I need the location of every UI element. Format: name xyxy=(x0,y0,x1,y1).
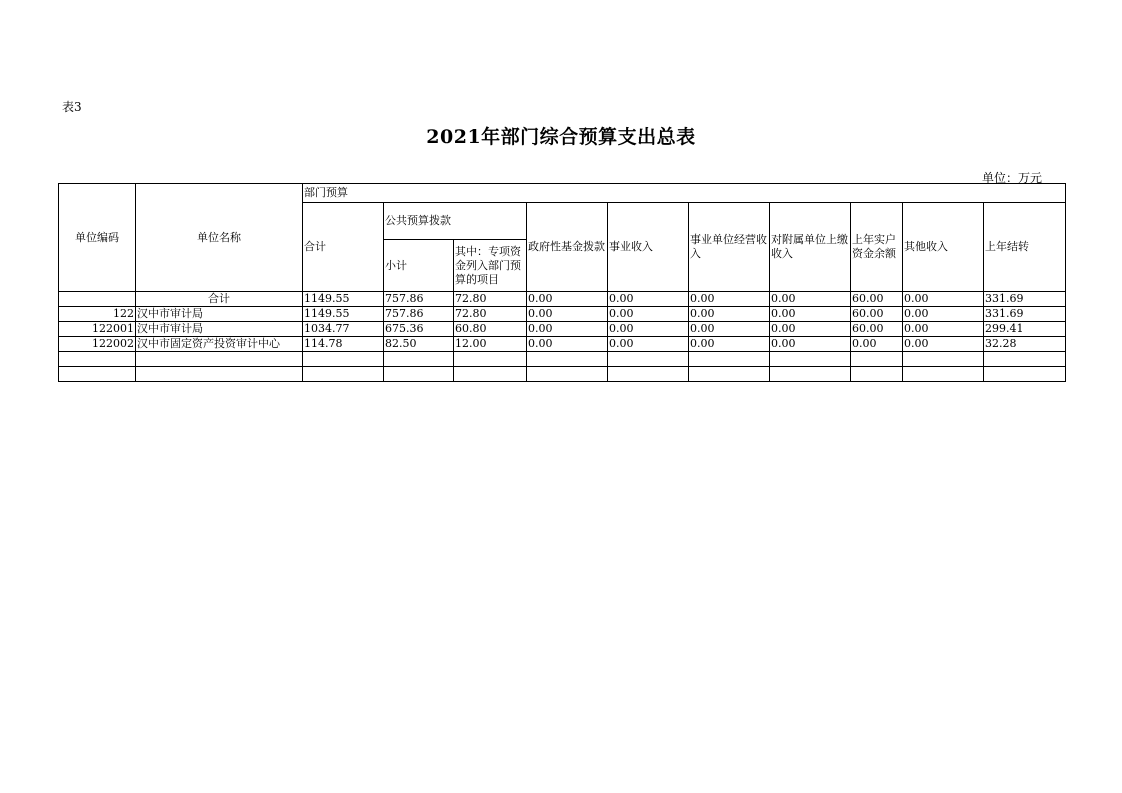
table-row xyxy=(59,307,1066,322)
header-gov-fund: 政府性基金拨款 xyxy=(527,203,608,292)
table-number: 表3 xyxy=(62,100,82,114)
header-unit-code: 单位编码 xyxy=(59,184,136,292)
table-row-total xyxy=(59,292,1066,307)
cell-business-income: 0.00 xyxy=(608,322,689,337)
cell-affiliated: 0.00 xyxy=(770,292,851,307)
cell-name: 汉中市审计局 xyxy=(136,322,303,337)
budget-table xyxy=(58,183,1066,382)
table-row-empty xyxy=(59,352,1066,367)
cell-total: 1149.55 xyxy=(303,307,384,322)
header-dept-budget: 部门预算 xyxy=(303,184,1066,203)
cell-code: 122001 xyxy=(59,322,136,337)
cell-business-income: 0.00 xyxy=(608,307,689,322)
cell-name: 汉中市固定资产投资审计中心 xyxy=(136,337,303,352)
header-business-operating: 事业单位经营收入 xyxy=(689,203,770,292)
cell-special: 72.80 xyxy=(454,292,527,307)
header-affiliated: 对附属单位上缴收入 xyxy=(770,203,851,292)
header-special-items: 其中：专项资金列入部门预算的项目 xyxy=(454,240,527,292)
cell-total: 114.78 xyxy=(303,337,384,352)
cell-other: 0.00 xyxy=(903,307,984,322)
cell-special: 72.80 xyxy=(454,307,527,322)
cell-code: 122002 xyxy=(59,337,136,352)
table-row xyxy=(59,322,1066,337)
header-prev-year-funds: 上年实户资金余额 xyxy=(851,203,903,292)
cell-business-operating: 0.00 xyxy=(689,307,770,322)
header-subtotal: 小计 xyxy=(384,240,454,292)
cell-total: 1149.55 xyxy=(303,292,384,307)
cell-name: 合计 xyxy=(136,292,303,307)
cell-business-operating: 0.00 xyxy=(689,292,770,307)
cell-carry: 331.69 xyxy=(984,292,1066,307)
cell-special: 12.00 xyxy=(454,337,527,352)
cell-carry: 32.28 xyxy=(984,337,1066,352)
header-unit-name: 单位名称 xyxy=(136,184,303,292)
cell-gov-fund: 0.00 xyxy=(527,322,608,337)
cell-subtotal: 757.86 xyxy=(384,307,454,322)
cell-gov-fund: 0.00 xyxy=(527,292,608,307)
cell-other: 0.00 xyxy=(903,337,984,352)
cell-business-income: 0.00 xyxy=(608,292,689,307)
header-public-budget: 公共预算拨款 xyxy=(384,203,527,240)
cell-affiliated: 0.00 xyxy=(770,322,851,337)
header-total: 合计 xyxy=(303,203,384,292)
cell-gov-fund: 0.00 xyxy=(527,307,608,322)
page-title: 2021年部门综合预算支出总表 xyxy=(426,126,696,148)
cell-prev-funds: 60.00 xyxy=(851,307,903,322)
cell-business-income: 0.00 xyxy=(608,337,689,352)
cell-affiliated: 0.00 xyxy=(770,307,851,322)
cell-subtotal: 82.50 xyxy=(384,337,454,352)
cell-prev-funds: 60.00 xyxy=(851,322,903,337)
cell-code xyxy=(59,292,136,307)
cell-carry: 299.41 xyxy=(984,322,1066,337)
header-prev-year-carry: 上年结转 xyxy=(984,203,1066,292)
cell-special: 60.80 xyxy=(454,322,527,337)
cell-total: 1034.77 xyxy=(303,322,384,337)
cell-affiliated: 0.00 xyxy=(770,337,851,352)
cell-prev-funds: 0.00 xyxy=(851,337,903,352)
cell-subtotal: 757.86 xyxy=(384,292,454,307)
cell-business-operating: 0.00 xyxy=(689,337,770,352)
cell-gov-fund: 0.00 xyxy=(527,337,608,352)
cell-prev-funds: 60.00 xyxy=(851,292,903,307)
cell-subtotal: 675.36 xyxy=(384,322,454,337)
cell-name: 汉中市审计局 xyxy=(136,307,303,322)
table-row-empty xyxy=(59,367,1066,382)
cell-other: 0.00 xyxy=(903,322,984,337)
unit-label: 单位：万元 xyxy=(981,171,1042,185)
cell-carry: 331.69 xyxy=(984,307,1066,322)
header-business-income: 事业收入 xyxy=(608,203,689,292)
cell-code: 122 xyxy=(59,307,136,322)
header-other-income: 其他收入 xyxy=(903,203,984,292)
cell-business-operating: 0.00 xyxy=(689,322,770,337)
cell-other: 0.00 xyxy=(903,292,984,307)
table-row xyxy=(59,337,1066,352)
